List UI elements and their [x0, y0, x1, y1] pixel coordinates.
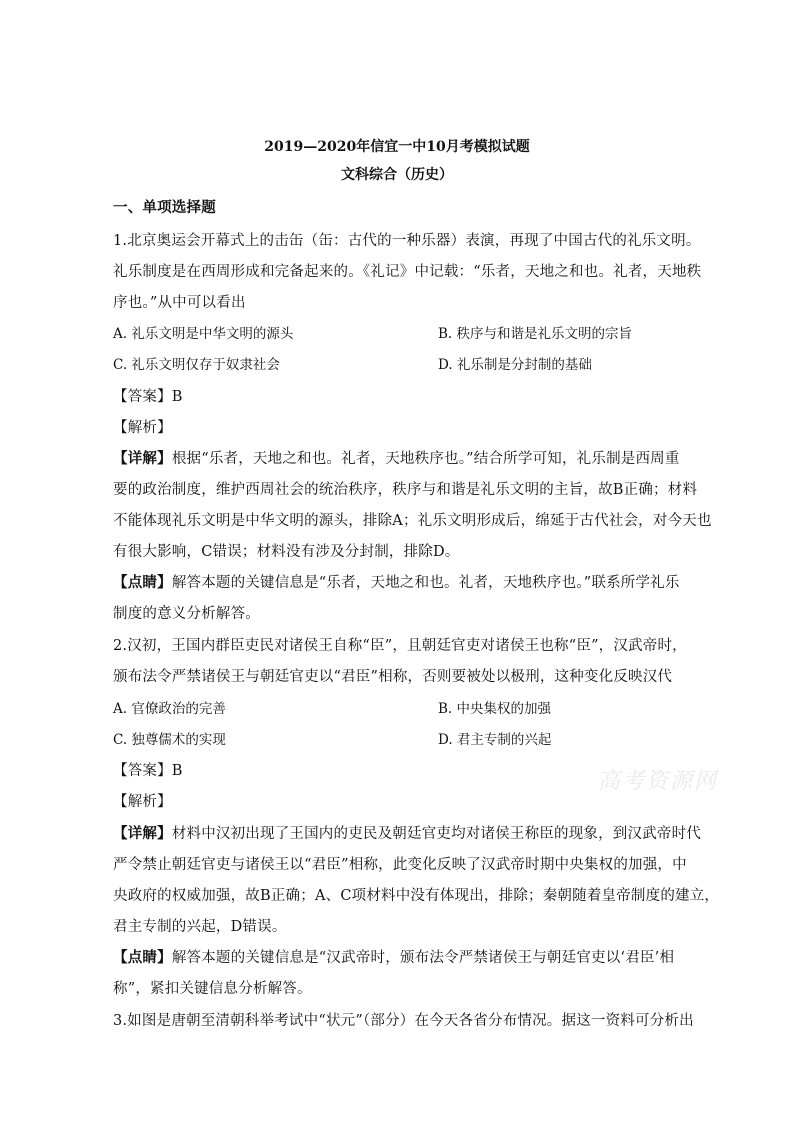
question-1-tip-line-1	[113, 571, 683, 592]
question-2-detail-line-4: 君主专制的兴起，D错误。	[113, 919, 287, 935]
question-2-option-d: D. 君主专制的兴起	[438, 732, 552, 748]
question-1-stem-line-1: 1.北京奥运会开幕式上的击缶（缶：古代的一种乐器）表演，再现了中国古代的礼乐文明。	[113, 233, 701, 249]
question-2-detail-line-3: 央政府的权威加强，故B正确；A、C项材料中没有体现出，排除；秦朝随着皇帝制度的建立，	[113, 888, 720, 904]
question-2-answer: 【答案】B	[113, 763, 183, 779]
question-2-tip-line-2: 称”，紧扣关键信息分析解答。	[113, 981, 312, 997]
question-1-detail-tag: 【详解】	[113, 450, 172, 467]
question-1-detail-line-2: 要的政治制度，维护西周社会的统治秩序，秩序与和谐是礼乐文明的主旨，故B正确；材料	[113, 482, 698, 498]
question-2-detail-line-2: 严令禁止朝廷官吏与诸侯王以“君臣”相称，此变化反映了汉武帝时期中央集权的加强，中	[113, 857, 687, 873]
exam-subtitle: 文科综合（历史）	[341, 167, 453, 183]
question-1-stem-line-2: 礼乐制度是在西周形成和完备起来的。《礼记》中记载：“乐者，天地之和也。礼者，天地秩	[113, 264, 702, 280]
question-1-detail-line-1	[113, 447, 683, 468]
question-2-tip-text: 解答本题的关键信息是“汉武帝时，颁布法令严禁诸侯王与朝廷官吏以‘君臣’相	[171, 950, 675, 966]
question-1-option-d: D. 礼乐制是分封制的基础	[438, 357, 592, 373]
question-2-option-b: B. 中央集权的加强	[438, 701, 552, 717]
question-1-stem-line-3: 序也。”从中可以看出	[113, 295, 246, 311]
question-1-tip-tag: 【点睛】	[113, 574, 172, 591]
question-1-detail-text: 根据“乐者，天地之和也。礼者，天地秩序也。”结合所学可知，礼乐制是西周重	[171, 451, 680, 467]
question-1-option-c: C. 礼乐文明仅存于奴隶社会	[113, 357, 280, 373]
question-2-option-c: C. 独尊儒术的实现	[113, 732, 226, 748]
question-2-stem-line-1: 2.汉初，王国内群臣吏民对诸侯王自称“臣”，且朝廷官吏对诸侯王也称“臣”，汉武帝时，	[113, 638, 687, 654]
watermark-logo: 高考资源网	[598, 769, 719, 794]
section-heading: 一、单项选择题	[113, 199, 216, 216]
question-3-stem-line-1: 3.如图是唐朝至清朝科举考试中“状元”（部分）在今天各省分布情况。据这一资料可分析出	[113, 1013, 694, 1029]
question-1-option-a: A. 礼乐文明是中华文明的源头	[113, 326, 294, 342]
question-2-stem-line-2: 颁布法令严禁诸侯王与朝廷官吏以“君臣”相称，否则要被处以极刑，这种变化反映汉代	[113, 669, 673, 685]
question-1-analysis-label: 【解析】	[113, 420, 172, 436]
question-2-tip-tag: 【点睛】	[113, 949, 172, 966]
question-1-answer: 【答案】B	[113, 389, 183, 405]
question-1-detail-line-4: 有很大影响，C错误；材料没有涉及分封制，排除D。	[113, 544, 460, 560]
question-2-detail-tag: 【详解】	[113, 825, 172, 842]
question-2-detail-text: 材料中汉初出现了王国内的吏民及朝廷官吏均对诸侯王称臣的现象，到汉武帝时代	[171, 826, 702, 842]
exam-title: 2019—2020年信宜一中10月考模拟试题	[264, 139, 530, 155]
question-1-tip-text: 解答本题的关键信息是“乐者，天地之和也。礼者，天地秩序也。”联系所学礼乐	[171, 575, 680, 591]
question-1-tip-line-2: 制度的意义分析解答。	[113, 606, 260, 622]
question-2-option-a: A. 官僚政治的完善	[113, 701, 226, 717]
question-2-detail-line-1	[113, 822, 702, 843]
question-1-option-b: B. 秩序与和谐是礼乐文明的宗旨	[438, 326, 633, 342]
question-2-tip-line-1	[113, 946, 683, 967]
question-2-analysis-label: 【解析】	[113, 794, 172, 810]
question-1-detail-line-3: 不能体现礼乐文明是中华文明的源头，排除A；礼乐文明形成后，绵延于古代社会，对今天也	[113, 513, 712, 529]
